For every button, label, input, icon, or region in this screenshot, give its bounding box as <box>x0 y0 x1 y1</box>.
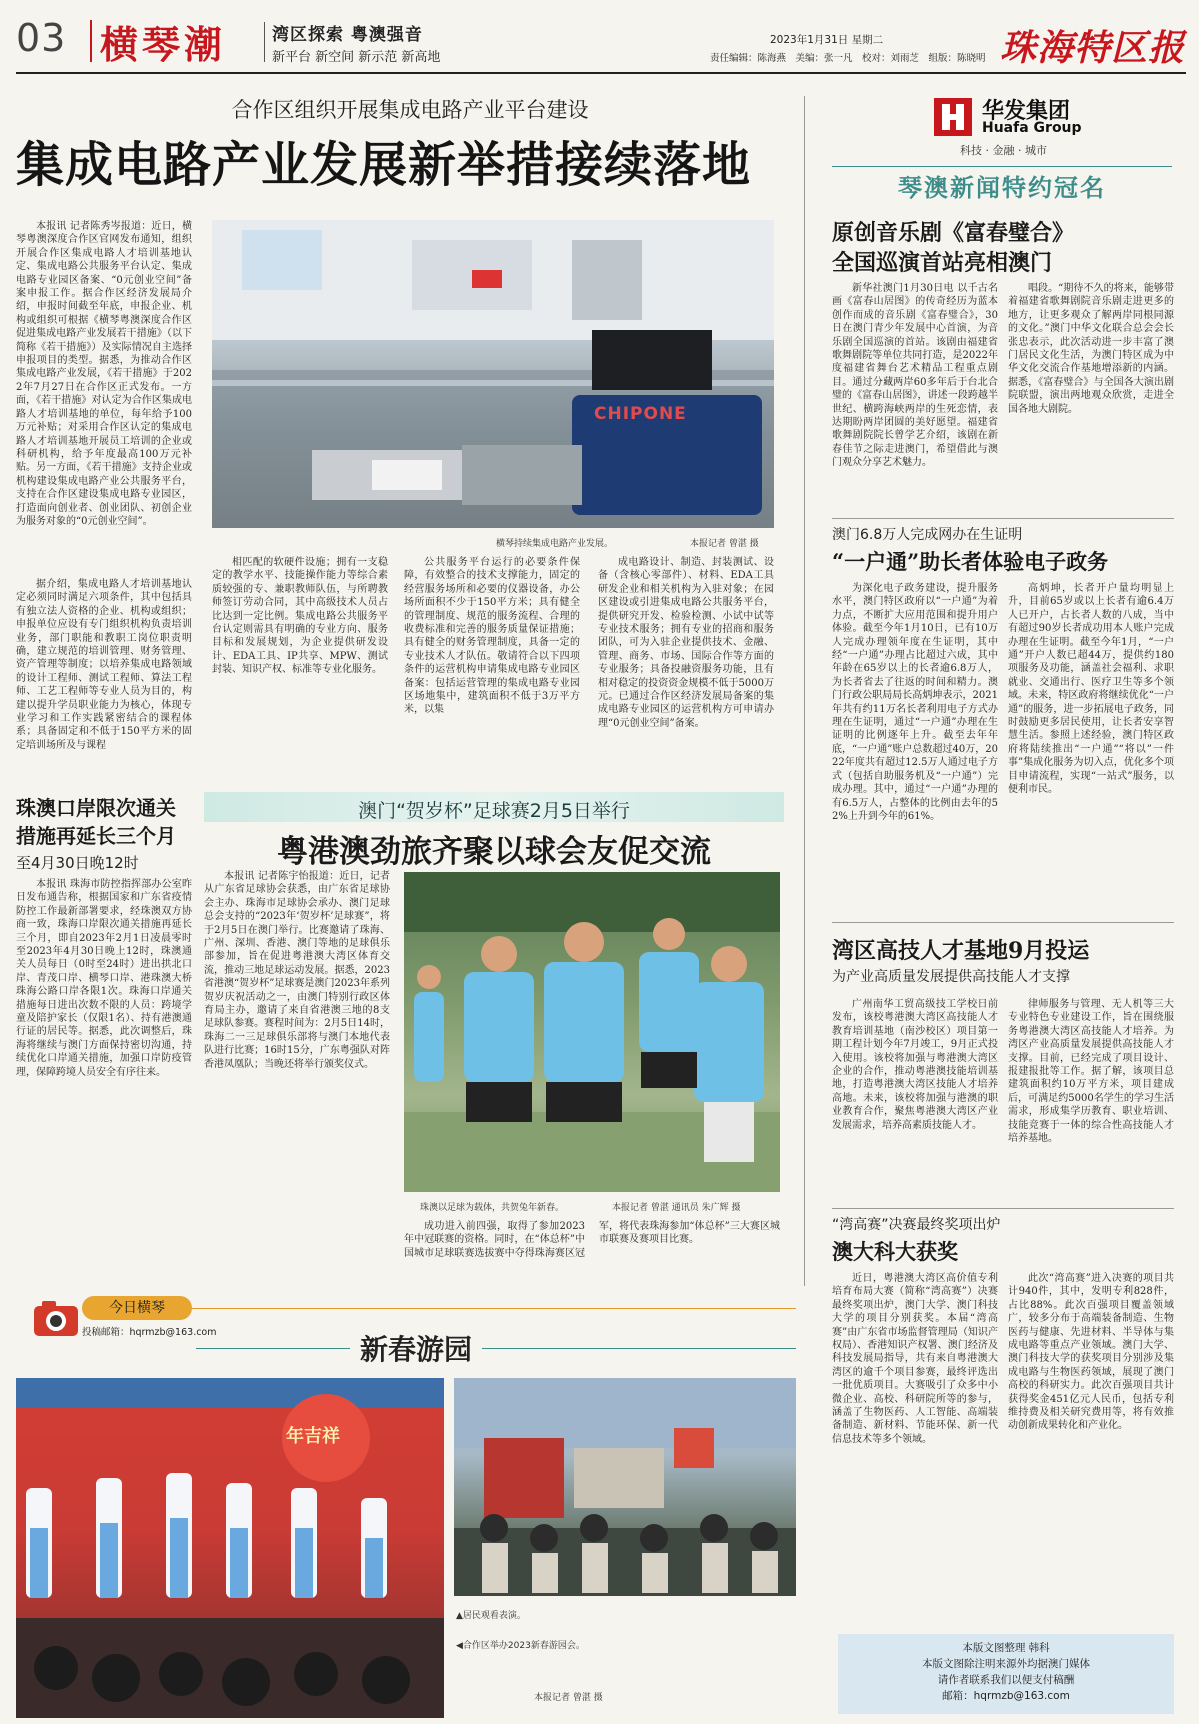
hightech-column-2: 律师服务与管理、无人机等三大专业特色专业建设工作，旨在围绕服务粤港澳大湾区高技能人才培养。为湾区产业高质量发展提供高技能人才支撑。目前，已经完成了项目设计、报建报批等工作。据了解，该项目总建筑面积约10万平方米，项目建成后，可满足约5000名学生的学习生活需求，形成集学历教育、职业培训、技能竞赛于一体的综合性高技能人才培养基地。 <box>1008 999 1174 1145</box>
award-column-1: 近日，粤港澳大湾区高价值专利培育布局大赛（简称“湾高赛”）决赛最终奖项出炉，澳门大学、澳门科技大学的项目分别获奖。本届“湾高赛”由广东省市场监督管理局（知识产权局）、香港知识产权署、澳门经济及科技发展局指导，共有来自粤港澳大湾区的逾千个项目参赛，最终评选出一批优质项目。大赛吸引了众多中小微企业、高校、科研院所等的参与，涵盖了生物医药、人工智能、高端装备制造、新材料、节能环保、新一代信息技术等多个领域。 <box>832 1273 998 1445</box>
yht-headline: “一户通”助长者体验电子政务 <box>832 549 1109 574</box>
music-headline-2: 全国巡演首站亮相澳门 <box>832 250 1053 276</box>
football-photo-credit: 本报记者 曾湛 通讯员 朱广辉 摄 <box>612 1203 741 1213</box>
music-column-1: 新华社澳门1月30日电 以千古名画《富春山居图》的传奇经历为蓝本创作而成的音乐剧《富春璧合》，30日在澳门青少年发展中心首演，为音乐剧全国巡演的首站。该剧由福建省歌舞剧院等单位共同打造，是2022年度福建省舞台艺术精品工程重点剧目。通过分藏两岸60多年后于台北合璧的《富春山居图》，讲述一段跨越半世纪、横跨海峡两岸的生死恋情，表达期盼两岸团圆的美好愿望。福建省歌舞剧院院长曾学艺介绍，该剧在新春佳节之际走进澳门，希望借此与澳门观众分享艺术魅力。 <box>832 283 998 469</box>
today-badge: 今日横琴 <box>82 1296 192 1320</box>
award-column-2: 此次“湾高赛”进入决赛的项目共计940件，其中，发明专利828件，占比88%。此次百强项目覆盖领域广，较多分布于高端装备制造、生物医药与健康、先进材料、半导体与集成电路等重点产业领域。澳门大学、澳门科技大学的获奖项目分别涉及集成电路与生物医药领域，展现了澳门高校的科研实力。此次百强项目共计获得奖金451亿元人民币，包括专利维持费及相关研究费用等，将有效推动创新成果转化和产业化。 <box>1008 1273 1174 1432</box>
today-credit: 本报记者 曾湛 摄 <box>534 1693 603 1703</box>
chip-brand-label: CHIPONE <box>594 404 687 424</box>
yht-column-1: 为深化电子政务建设，提升服务水平，澳门特区政府以“一户通”为着力点，不断扩大应用范围和提升用户体验。截至今年1月10日，已有10万人完成办理领年度在生证明，其中经“一户通”办理占比超过六成，其中年龄在65岁以上的长者逾6.8万人，为长者省去了往返的时间和精力。澳门行政公职局局长高炳坤表示，2021年共有约11万名长者利用电子方式办理在生证明，通过“一户通”办理在生证明的比例逐年上升。截至去年年底，“一户通”账户总数超过40万，2022年度共有超过12.5万人通过电子方式（包括自助服务机及“一户通”）完成办理。其中，通过“一户通”办理的有6.5万人，占整体的比例由去年的52%上升到今年的61%。 <box>832 583 998 822</box>
music-headline-1: 原创音乐剧《富春璧合》 <box>832 220 1075 246</box>
hightech-subhead: 为产业高质量发展提供高技能人才支撑 <box>832 969 1070 985</box>
port-body: 本报讯 珠海市防控指挥部办公室昨日发布通告称，根据国家和广东省疫情防控工作最新部署要求，经珠澳双方协商一致，珠海口岸限次通关措施再延长三个月，即自2023年2月1日凌晨零时至2023年4月30日晚上12时，珠澳通关人员每日（0时至24时）进出拱北口岸、青茂口岸、横琴口岸、港珠澳大桥珠海公路口岸各限1次。珠海口岸通关措施每日进出次数不限的人员：跨境学童及陪护家长（仅限1名）、持有港澳通行证的居民等。据悉，此次调整后，珠海将继续与澳门方面保持密切沟通，持续优化口岸通关措施，加强口岸防疫管理，保障跨境人员安全有序往来。 <box>16 879 192 1078</box>
lead-column-1: 本报讯 记者陈秀岑报道：近日，横琴粤澳深度合作区官网发布通知，组织开展合作区集成电路人才培训基地认定、集成电路公共服务平台认定、集成电路专业园区备案、“0元创业空间”备案申报工作。据合作区经济发展局介绍，申报时间截至年底，申报企业、机构或组织可根据《横琴粤澳深度合作区促进集成电路产业发展若干措施》（以下简称《若干措施》）及实际情况自主选择申报项目的类型。据悉，为推动合作区集成电路产业发展，《若干措施》于2022年7月27日在合作区正式发布。一方面，《若干措施》对认定为合作区集成电路人才培训基地的单位，每年给予100万元补贴；对采用合作区认定的集成电路人才培训基地开展员工培训的企业或科研机构，给予年度最高100万元补贴。另一方面，《若干措施》支持企业或机构建设集成电路产业公共服务平台，支持在合作区建设集成电路专业园区，打造面向创业者、创业团队、初创企业为服务对象的“0元创业空间”。 <box>16 221 192 527</box>
today-email: 投稿邮箱：hqrmzb@163.com <box>82 1327 217 1338</box>
section-subtags: 新平台 新空间 新示范 新高地 <box>272 50 441 65</box>
footer-line-1: 本版文图整理 韩科 <box>962 1642 1050 1654</box>
today-caption-2: ◀合作区举办2023新春游园会。 <box>456 1641 585 1651</box>
football-headline: 粤港澳劲旅齐聚以球会友促交流 <box>277 834 711 870</box>
masthead <box>0 0 1199 72</box>
yht-divider <box>832 922 1174 923</box>
lead-kicker: 合作区组织开展集成电路产业平台建设 <box>231 98 589 122</box>
header-divider-2 <box>264 22 265 62</box>
port-headline-2: 措施再延长三个月 <box>16 824 176 848</box>
hightech-column-1: 广州南华工贸高级技工学校日前发布，该校粤港澳大湾区高技能人才教育培训基地（南沙校区）项目第一期工程计划今年7月竣工，9月正式投入使用。该校将加强与粤港澳大湾区企业的合作，推动粤港澳技能培训基地，打造粤港澳大湾区技能人才培养高地。未来，该校将加强与港澳的职业教育合作，聚焦粤港澳大湾区产业发展需求，培养高素质技能人才。 <box>832 999 998 1131</box>
port-headline-1: 珠澳口岸限次通关 <box>16 796 176 820</box>
footer-credits <box>838 1634 1174 1714</box>
football-photo <box>404 872 780 1192</box>
header-rule <box>16 72 1186 74</box>
lead-column-3: 公共服务平台运行的必要条件保障，有效整合的技术支撑能力，固定的经营服务场所和必要的仪器设备，办公场所面积不少于150平方米；具有健全的管理制度、规范的服务流程、合理的收费标准和完善的服务质量保证措施；具有健全的财务管理制度，具备一定的专业技术人才队伍。敬请符合以下四项条件的运营机构申请集成电路专业园区备案：包括运营管理的集成电路专业园区场地集中，建筑面积不低于3万平方米，以集 <box>404 557 580 716</box>
football-kicker: 澳门“贺岁杯”足球赛2月5日举行 <box>358 800 630 822</box>
lead-column-2: 相匹配的软硬件设施；拥有一支稳定的教学水平、技能操作能力等综合素质较强的专、兼职教师队伍，与所聘教师签订劳动合同，其中高级技术人员占比达到一定比例。集成电路公共服务平台认定则需具有明确的专业方向、服务目标和发展规划，为企业提供研发设计、EDA工具、IP共享、MPW、测试封装、知识产权、标准等专业化服务。 <box>212 557 388 676</box>
award-kicker: “湾高赛”决赛最终奖项出炉 <box>832 1217 1001 1233</box>
football-column-2: 成功进入前四强，取得了参加2023年中冠联赛的资格。同时，在“体总杯”中国城市足球联赛选拔赛中夺得珠海赛区冠军，将代表珠海参加“体总杯”三大赛区城市联赛及赛项目比赛。 <box>404 1221 780 1259</box>
column-divider <box>804 96 805 1286</box>
huafa-logo-icon <box>932 96 974 138</box>
lead-headline: 集成电路产业发展新举措接续落地 <box>16 137 752 193</box>
hightech-headline: 湾区高技人才基地9月投运 <box>832 938 1090 964</box>
sponsor-block <box>832 94 1172 204</box>
today-caption-1: ▲居民观看表演。 <box>456 1611 526 1621</box>
award-headline: 澳大科大获奖 <box>832 1239 958 1264</box>
yht-kicker: 澳门6.8万人完成网办在生证明 <box>832 527 1023 543</box>
lab-scene-illustration <box>212 220 774 528</box>
today-headline: 新春游园 <box>350 1328 482 1368</box>
section-tagline: 湾区探索 粤澳强音 <box>272 25 423 45</box>
newspaper-title: 珠海特区报 <box>1000 27 1186 69</box>
footer-line-3: 请作者联系我们以便支付稿酬 <box>937 1674 1075 1686</box>
lead-photo-caption: 横琴持续集成电路产业发展。 <box>496 539 614 549</box>
fair-sign-text: 年吉祥 <box>286 1426 340 1447</box>
section-title: 横琴潮 <box>100 22 227 67</box>
lead-column-1b: 据介绍，集成电路人才培训基地认定必须同时满足六项条件，其中包括具有独立法人资格的企业、机构或组织；申报单位应设有专门组织机构负责培训业务，部门职能和教职工岗位职责明确，建立规范的培训管理、财务管理、资产管理等制度；以培养集成电路领域的设计工程师、测试工程师、算法工程师、工艺工程师等专业人员为目的，构建以提升学员职业能力为核心，体现专业学习和工作实践紧密结合的课程体系；具备固定和不低于150平方米的固定培训场所及与课程 <box>16 579 192 751</box>
header-divider <box>90 20 92 62</box>
footer-line-4: 邮箱：hqrmzb@163.com <box>942 1690 1070 1702</box>
football-column-1: 本报讯 记者陈宇怡报道：近日，记者从广东省足球协会获悉，由广东省足球协会主办、珠海市足球协会承办、澳门足球总会支持的“2023年‘贺岁杯’足球赛”，将于2月5日在澳门举行。比赛邀请了珠海、广州、深圳、香港、澳门等地的足球俱乐部参加，旨在促进粤港澳大湾区体育交流，推动三地足球运动发展。据悉，2023省港澳“贺岁杯”足球赛是澳门2023年系列贺岁庆祝活动之一，由澳门特别行政区体育局主办，邀请了来自省港澳三地的8支足球队参赛。赛程时间为：2月5日14时，珠海二一三足球俱乐部将与澳门本地代表队进行比赛；16时15分，广东粤强队对阵香港凤凰队；当晚还将举行颁奖仪式。 <box>204 871 390 1070</box>
camera-icon <box>32 1298 80 1338</box>
sponsor-company: 华发集团 <box>982 99 1071 124</box>
football-players-illustration <box>404 872 780 1192</box>
dance-performance-illustration <box>16 1378 444 1718</box>
lead-photo <box>212 220 774 528</box>
crowd-illustration <box>454 1378 796 1596</box>
page-number: 03 <box>16 16 67 60</box>
issue-date: 2023年1月31日 星期二 <box>770 34 884 46</box>
today-top-line <box>90 1308 796 1309</box>
editor-credits: 责任编辑：陈海燕 美编：张一凡 校对：刘雨芝 组版：陈晓明 <box>710 53 986 64</box>
today-headline-line <box>196 1348 796 1349</box>
lead-photo-credit: 本报记者 曾湛 摄 <box>690 539 759 549</box>
lead-column-4: 成电路设计、制造、封装测试、设备（含核心零部件）、材料、EDA工具研发企业和相关机构为入驻对象；在园区建设或引进集成电路公共服务平台，提供研究开发、检验检测、小试中试等专业技术服务；拥有专业的招商和服务团队，可为入驻企业提供技术、金融、管理、商务、市场、国际合作等方面的专业服务；具备投融资服务功能，且有相对稳定的投资资金规模不低于5000万元。已通过合作区经济发展局备案的集成电路专业园区的运营机构方可申请办理“0元创业空间”备案。 <box>598 557 774 729</box>
footer-line-2: 本版文图除注明来源外均据澳门媒体 <box>922 1658 1090 1670</box>
music-divider <box>832 518 1174 519</box>
port-subhead: 至4月30日晚12时 <box>16 854 139 872</box>
today-photo-left <box>16 1378 444 1718</box>
football-photo-caption: 珠澳以足球为载体，共贺兔年新春。 <box>420 1203 565 1213</box>
sponsor-banner-line <box>832 166 1172 167</box>
sponsor-company-en: Huafa Group <box>982 120 1082 136</box>
hightech-divider <box>832 1208 1174 1209</box>
yht-column-2: 高炳坤，长者开户量均明显上升，目前65岁或以上长者有逾6.4万人已开户，占长者人数的八成，当中有超过90岁长者成功用本人账户完成办理在生证明。截至今年1月，“一户通”开户人数已超44万，提供约180项服务及功能，涵盖社会福利、求职就业、交通出行、医疗卫生等多个领域。未来，特区政府将继续优化“一户通”的服务，进一步拓展电子政务，同时鼓励更多居民使用，让长者安享智慧生活。参照上述经验，澳门特区政府将陆续推出“一户通”“将以”一件事”集成化服务为切入点，优化多个项目申请流程，实现“一站式”服务，以便利市民。 <box>1008 583 1174 796</box>
sponsor-slogan: 科技 · 金融 · 城市 <box>960 144 1047 157</box>
music-column-2: 唱段。“期待不久的将来，能够带着福建省歌舞剧院音乐剧走进更多的地方，让更多观众了解两岸同根同源的文化。”澳门中华文化联合总会会长张忠表示，此次活动进一步丰富了澳门居民文化生活，为澳门特区成为中华文化交流合作基地增添新的内涵。据悉，《富春璧合》与全国各大演出剧院联盟，演出两地观众欣赏，走进全国各地大剧院。 <box>1008 283 1174 415</box>
today-photo-right <box>454 1378 796 1596</box>
sponsor-banner: 琴澳新闻特约冠名 <box>880 168 1124 203</box>
